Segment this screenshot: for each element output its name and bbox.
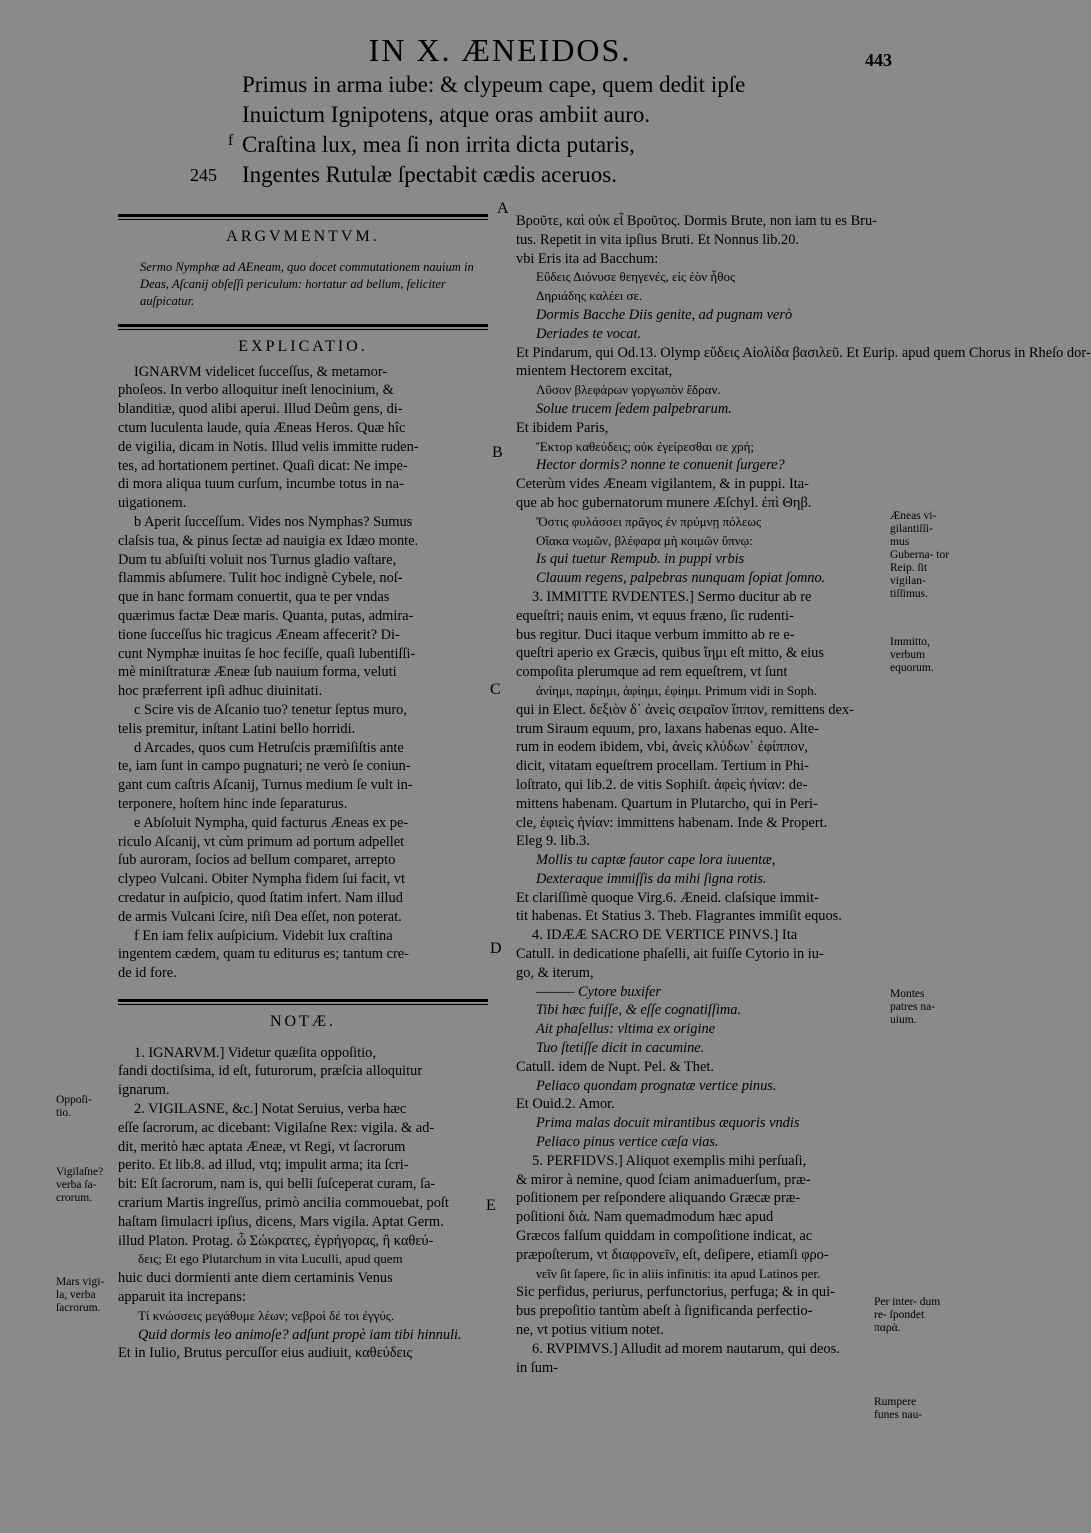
column-letter: D	[490, 940, 502, 957]
text-line: Quid dormis leo animoſe? adſunt propè iam tibi hinnuli.	[138, 1326, 462, 1343]
text-line: 5. PERFIDVS.] Aliquot exemplis mihi perſuaſi,	[532, 1152, 807, 1169]
text-line: ἀνίημι, παρίημι, ἀφίημι, ἐφίημι. Primum vidi in Soph.	[536, 682, 817, 698]
verse-line: 245 Ingentes Rutulæ ſpectabit cædis aceruos.	[190, 160, 830, 190]
text-line: uigationem.	[118, 495, 187, 512]
explicatio-paragraph	[118, 927, 488, 983]
text-line: loſtrato, qui lib.2. de vitis Sophiſt. ἀφεὶς ἡνίαν: de-	[516, 776, 808, 793]
text-line: bus regitur. Duci itaque verbum immitto ab re e-	[516, 626, 795, 643]
column-letter: B	[492, 444, 503, 461]
text-line: tus. Repetit in vita ipſius Bruti. Et Nonnus lib.20.	[516, 231, 800, 248]
text-line: 4. IDÆÆ SACRO DE VERTICE PINVS.] Ita	[532, 927, 798, 944]
text-line: di mora aliqua tuum curſum, incumbe totus in na-	[118, 476, 404, 493]
text-line: Tuo ſtetiſſe dicit in cacumine.	[536, 1040, 705, 1057]
text-line: mè miniſtraturæ Æneæ ſub nauium forma, veluti	[118, 664, 397, 681]
text-line: tes, ad hortationem pertinet. Quaſi dicat: Ne impe-	[118, 457, 408, 474]
text-line: Mollis tu captæ fautor cape lora iuuentæ,	[536, 852, 776, 869]
text-line: poſitioni διὰ. Nam quemadmodum hæc apud	[516, 1209, 774, 1226]
text-line: f En iam felix auſpicium. Videbit lux craſtina	[134, 927, 393, 944]
text-line: equeſtri; nauis enim, vt equus fræno, ſic rudenti-	[516, 607, 794, 624]
text-line: Sic perfidus, periurus, perfunctorius, perfuga; & in qui-	[516, 1284, 835, 1301]
explicatio-paragraph	[118, 739, 488, 814]
text-line: præpoſterum, vt διαφρονεῖν, eſt, deſipere, etiamſi φρο-	[516, 1246, 829, 1263]
text-line: de id fore.	[118, 965, 177, 982]
text-line: hoc præferrent ipſi adhuc diuinitati.	[118, 683, 323, 700]
margin-note: Æneas vi- gilantiſſi- mus Guberna- tor Reip. ſit vigilan- tiſſimus.	[890, 510, 950, 600]
column-letter: A	[497, 200, 509, 217]
text-line: eſſe ſacrorum, ac dicebant: Vigilaſne Rex: vigila. & ad-	[118, 1119, 435, 1136]
text-line: in ſum-	[516, 1359, 558, 1376]
rule	[118, 219, 488, 220]
text-line: trum Siraum equum, pro, laxans habenas equo. Alte-	[516, 720, 819, 737]
rule	[118, 214, 488, 217]
text-line: 1. IGNARVM.] Videtur quæſita oppoſitio,	[134, 1044, 376, 1061]
text-line: Deriades te vocat.	[536, 325, 642, 342]
text-line: cle, ἐφιεὶς ἡνίαν: immittens habenam. Inde & Propert.	[516, 814, 828, 831]
text-line: mittens habenam. Quartum in Plutarcho, qui in Peri-	[516, 795, 818, 812]
text-line: riculo Aſcanij, vt cùm primum ad portum adpellet	[118, 833, 405, 850]
text-line: ne, vt potius vitium notet.	[516, 1322, 664, 1339]
text-line: ingentem cædem, quam tu editurus es; tantum cre-	[118, 946, 409, 963]
text-line: 6. RVPIMVS.] Alludit ad morem nautarum, qui deos.	[532, 1340, 840, 1357]
text-line: b Aperit ſucceſſum. Vides nos Nymphas? Sumus	[134, 513, 413, 530]
text-line: Λῦσον βλεφάρων γοργωπὸν ἕδραν.	[536, 382, 721, 398]
margin-note: Oppoſi- tio.	[56, 1094, 92, 1119]
explicatio-paragraph	[118, 701, 488, 739]
margin-note: Montes patres na- uium.	[890, 988, 936, 1026]
margin-note: Vigilaſne? verba ſa- crorum.	[56, 1166, 104, 1204]
explicatio-title: EXPLICATIO.	[238, 337, 368, 355]
text-line: qui in Elect. δεξιὸν δ᾽ ἀνεὶς σειραῖον ἵππον, remittens dex-	[516, 701, 854, 718]
text-line: c Scire vis de Aſcanio tuo? tenetur ſeptus muro,	[134, 701, 407, 718]
text-line: Dormis Bacche Diis genite, ad pugnam verò	[536, 306, 793, 323]
verse-line: f Craſtina lux, mea ſi non irrita dicta putaris,	[228, 132, 635, 157]
text-line: Et clariſſimè quoque Virg.6. Æneid. claſsique immit-	[516, 889, 819, 906]
text-line: νεῖν ſit ſapere, ſic in aliis infinitis: ita apud Latinos per.	[536, 1265, 821, 1281]
text-line: perito. Et lib.8. ad illud, vtq; impulit arma; ita ſcri-	[118, 1157, 409, 1174]
text-line: ignarum.	[118, 1082, 170, 1099]
text-line: gant cum caſtris Aſcanij, Turnus medium ſe vult in-	[118, 777, 413, 794]
explicatio-body	[118, 363, 488, 983]
text-line: go, & iterum,	[516, 964, 594, 981]
text-line: flammis abſumere. Tulit hoc indignè Cybele, noſ-	[118, 570, 403, 587]
margin-note: Immitto, verbum equorum.	[890, 636, 934, 674]
explicatio-paragraph	[118, 363, 488, 513]
text-line: bus prepoſitio tantùm abeſt à ſignificanda perfectio-	[516, 1303, 813, 1320]
column-letter: E	[486, 1197, 496, 1214]
text-line: cunt Nymphæ inuitas ſe hoc feciſſe, quaſi lubentiſſi-	[118, 645, 416, 662]
text-line: Βροῦτε, καὶ οὐκ εἶ Βροῦτος. Dormis Brute, non iam tu es Bru-	[516, 213, 877, 229]
text-line: blanditiæ, quod alibi aperui. Illud Deûm gens, di-	[118, 401, 403, 418]
text-line: Peliaco quondam prognatæ vertice pinus.	[536, 1077, 777, 1094]
text-line: 3. IMMITTE RVDENTES.] Sermo ducitur ab re	[532, 588, 812, 605]
text-line: dicit, vitatam equeſtrem procellam. Tertium in Phi-	[516, 758, 809, 775]
text-line: ——— Cytore buxifer	[536, 983, 661, 1000]
text-line: δεις; Et ego Plutarchum in vita Luculli, apud quem	[138, 1251, 403, 1267]
text-line: Prima malas docuit mirantibus æquoris vndis	[536, 1115, 800, 1132]
text-line: compoſita plerumque ad rem equeſtrem, vt ſunt	[516, 664, 788, 681]
text-line: Οἴακα νωμῶν, βλέφαρα μὴ κοιμῶν ὕπνῳ:	[536, 532, 753, 548]
text-line: Ὅστις φυλάσσει πρᾶγος ἐν πρύμνῃ πόλεως	[536, 513, 762, 529]
text-line: Τί κνώσσεις μεγάθυμε λέων; νεβροὶ δέ τοι ἐγγύς.	[138, 1307, 395, 1323]
column-letter: C	[490, 681, 501, 698]
text-line: Εὕδεις Διόνυσε θεηγενές, εἰς ἑὸν ἦθος	[536, 269, 736, 285]
text-line: te, iam ſunt in campo pugnaturi; ne verò ſe coniun-	[118, 758, 411, 775]
text-line: Δηριάδης καλέει σε.	[536, 288, 643, 304]
text-line: terponere, hoſtem hinc inde ſeparaturus.	[118, 795, 348, 812]
text-line: rum in eodem ibidem, vbi, ἀνεὶς κλύδων᾽ ἐφίππον,	[516, 739, 808, 756]
text-line: Eleg 9. lib.3.	[516, 833, 590, 850]
text-line: que in hanc formam conuertit, qua te per vndas	[118, 589, 390, 606]
verse-line: Inuictum Ignipotens, atque oras ambiit auro.	[242, 102, 651, 127]
text-line: Et ibidem Paris,	[516, 419, 609, 436]
rule	[118, 329, 488, 330]
text-line: telis premitur, inſtant Latini bello horridi.	[118, 720, 356, 737]
text-line: phoſeos. In verbo alloquitur ineſt lenocinium, &	[118, 382, 394, 399]
text-line: Dum tu abſuiſti voluit nos Turnus gladio vaſtare,	[118, 551, 397, 568]
text-line: illud Platon. Protag. ὦ Σώκρατες, ἐγρήγορας, ἢ καθεύ-	[118, 1232, 434, 1249]
text-line: haſtam ſimulacri ipſius, dicens, Mars vigila. Aptat Germ.	[118, 1213, 444, 1230]
text-line: Et Pindarum, qui Od.13. Olymp εὕδεις Αἰολίδα βασιλεῦ. Et Eurip. apud quem Chorus in Rheſo dor-	[516, 344, 1091, 361]
margin-note: Mars vigi- la, verba ſacrorum.	[56, 1276, 105, 1314]
argument-text: Sermo Nymphæ ad AEneam, quo docet commutationem nauium in Deas, Aſcanij obſeſſi periculum: hortatur ad bellum, feliciter auſpicatur.	[140, 259, 474, 308]
text-line: Peliaco pinus vertice cæſa vias.	[536, 1134, 719, 1151]
notae-title: NOTÆ.	[269, 1012, 337, 1030]
text-line: crarium Martis ingreſſus, primò ancilia commouebat, poſt	[118, 1195, 449, 1212]
text-line: bit: Eſt ſacrorum, nam is, qui belli ſuſceperat curam, ſa-	[118, 1176, 436, 1193]
argument-title: ARGVMENTVM.	[226, 228, 380, 245]
text-line: credatur in auſpicio, quod ſtatim infert. Nam illud	[118, 889, 403, 906]
text-line: Catull. in dedicatione phaſelli, ait fuiſſe Cytorio in iu-	[516, 946, 824, 963]
text-line: mientem Hectorem excitat,	[516, 363, 673, 380]
text-line: dit, meritò hæc aptata Æneæ, vt Regi, vt ſacrorum	[118, 1138, 406, 1155]
text-line: & miror à nemine, quod ſciam animaduerſum, præ-	[516, 1171, 811, 1188]
text-line: que ab hoc gubernatorum munere Æſchyl. ἐπὶ Θηβ.	[516, 494, 812, 511]
text-line: queſtri aperio ex Græcis, quibus ἵημι eſt mitto, & eius	[516, 645, 824, 662]
text-line: 2. VIGILASNE, &c.] Notat Seruius, verba hæc	[134, 1101, 407, 1118]
text-line: Hector dormis? nonne te conuenit ſurgere?	[536, 457, 785, 474]
text-line: claſsis tua, & pinus ſectæ ad nauigia ex Idæo monte.	[118, 532, 419, 549]
rule	[118, 324, 488, 327]
text-line: tit habenas. Et Statius 3. Theb. Flagrantes immiſit equos.	[516, 908, 842, 925]
rule	[118, 1004, 488, 1005]
text-line: Is qui tuetur Rempub. in puppi vrbis	[536, 551, 745, 568]
page-number: 443	[865, 50, 892, 70]
text-line: Solue trucem ſedem palpebrarum.	[536, 400, 732, 417]
notae-body	[118, 1044, 488, 1364]
text-line: vbi Eris ita ad Bacchum:	[516, 250, 659, 267]
margin-note: Rumpere funes nau-	[874, 1396, 923, 1421]
text-line: poſitionem per reſpondere aliquando Græcæ præ-	[516, 1190, 801, 1207]
text-line: e Abſoluit Nympha, quid facturus Æneas ex pe-	[134, 814, 409, 831]
text-line: IGNARVM videlicet ſucceſſus, & metamor-	[134, 363, 388, 380]
rule	[118, 999, 488, 1002]
text-line: huic duci dormienti ante diem certaminis Venus	[118, 1270, 393, 1287]
text-line: Dexteraque immiſſis da mihi ſigna rotis.	[536, 870, 767, 887]
text-line: Græcos falſum quiddam in compoſitione indicat, ac	[516, 1228, 813, 1245]
text-line: tione ſucceſſus hic tragicus Æneam affecerit? Di-	[118, 626, 400, 643]
text-line: de vigilia, dicam in Notis. Illud velis immitte ruden-	[118, 438, 419, 455]
left-column	[118, 214, 488, 1363]
text-line: Ceterùm vides Æneam vigilantem, & in puppi. Ita-	[516, 476, 809, 493]
explicatio-paragraph	[118, 513, 488, 701]
verse-block	[190, 70, 830, 190]
running-title: IN X. ÆNEIDOS.	[368, 32, 632, 68]
text-line: ſub auroram, ſocios ad bellum comparet, arrepto	[118, 852, 396, 869]
text-line: Tibi hæc fuiſſe, & eſſe cognatiſſima.	[536, 1002, 742, 1019]
text-line: Et in Iulio, Brutus percuſſor eius audiuit, καθεύδεις	[118, 1345, 413, 1362]
text-line: Et Ouid.2. Amor.	[516, 1096, 615, 1113]
text-line: ctum luculenta laude, quia Æneas Heros. Quæ hîc	[118, 419, 406, 436]
text-line: fandi doctiſsima, id eſt, futurorum, præſcia alloquitur	[118, 1063, 423, 1080]
text-line: quærimus factæ Deæ maris. Quanta, putas, admira-	[118, 607, 414, 624]
text-line: Catull. idem de Nupt. Pel. & Thet.	[516, 1058, 714, 1075]
verse-line: Primus in arma iube: & clypeum cape, quem dedit ipſe	[242, 72, 746, 97]
verse-number: 245	[190, 165, 217, 185]
text-line: d Arcades, quos cum Hetruſcis præmiſiſtis ante	[134, 739, 404, 756]
explicatio-paragraph	[118, 814, 488, 927]
text-line: Ἕκτορ καθεύδεις; οὐκ ἐγείρεσθαι σε χρή;	[536, 438, 755, 454]
text-line: Ait phaſellus: vltima ex origine	[536, 1021, 716, 1038]
text-line: apparuit ita increpans:	[118, 1289, 246, 1306]
margin-note: Per inter- dum re- ſpondet παρὰ.	[874, 1296, 941, 1334]
text-line: clypeo Vulcani. Obiter Nympha fidem ſui facit, vt	[118, 871, 406, 888]
text-line: de armis Vulcani ſcire, niſi Dea eſſet, non poterat.	[118, 908, 402, 925]
text-line: Clauum regens, palpebras nunquam ſopiat ſomno.	[536, 570, 826, 587]
